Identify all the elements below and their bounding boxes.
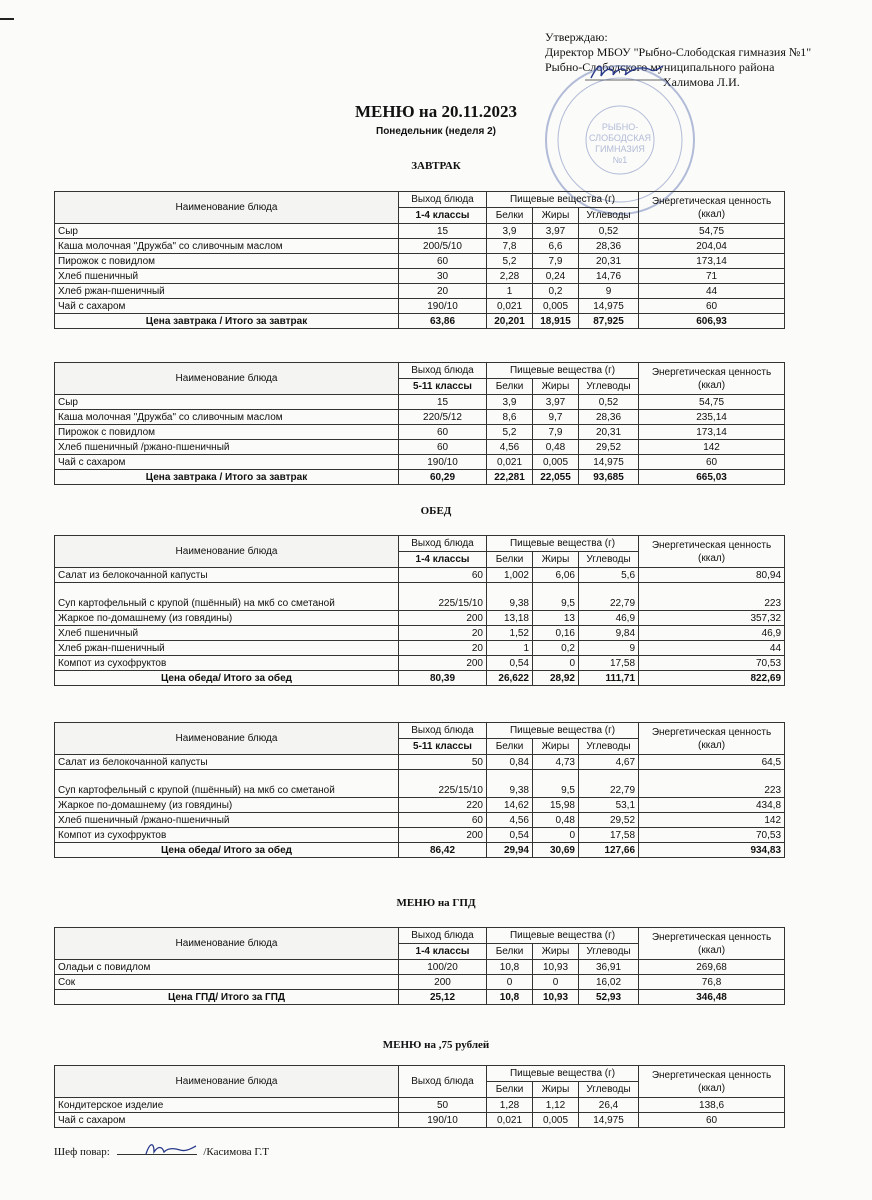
header-nutrients: Пищевые вещества (г)	[487, 192, 639, 208]
dish-carbs: 29,52	[579, 813, 639, 828]
total-row	[55, 470, 785, 485]
header-nutrients: Пищевые вещества (г)	[487, 536, 639, 552]
approval-line: Утверждаю:	[545, 30, 608, 44]
table-row	[55, 1113, 785, 1128]
header-carbs: Углеводы	[579, 208, 639, 224]
dish-carbs: 14,975	[579, 455, 639, 470]
header-protein: Белки	[487, 379, 533, 395]
total-label: Цена завтрака / Итого за завтрак	[55, 470, 399, 485]
header-output: Выход блюда	[399, 723, 487, 739]
dish-fat: 15,98	[533, 798, 579, 813]
dish-protein: 7,8	[487, 239, 533, 254]
dish-fat: 13	[533, 611, 579, 626]
header-name: Наименование блюда	[55, 723, 399, 755]
dish-carbs: 20,31	[579, 254, 639, 269]
header-protein: Белки	[487, 944, 533, 960]
total-label: Цена ГПД/ Итого за ГПД	[55, 990, 399, 1005]
table-row	[55, 583, 785, 611]
dish-fat: 3,97	[533, 395, 579, 410]
table-row	[55, 798, 785, 813]
dish-output: 200	[399, 975, 487, 990]
table-row	[55, 828, 785, 843]
dish-protein: 13,18	[487, 611, 533, 626]
approval-line: Халимова Л.И.	[663, 75, 740, 89]
dish-energy: 235,14	[639, 410, 785, 425]
dish-protein: 3,9	[487, 224, 533, 239]
dish-output: 60	[399, 440, 487, 455]
dish-protein: 5,2	[487, 254, 533, 269]
dish-protein: 0,84	[487, 755, 533, 770]
dish-energy: 357,32	[639, 611, 785, 626]
total-energy: 346,48	[639, 990, 785, 1005]
dish-output: 60	[399, 254, 487, 269]
dish-carbs: 22,79	[579, 770, 639, 798]
header-energy: Энергетическая ценность (ккал)	[639, 723, 785, 755]
dish-name: Салат из белокочанной капусты	[55, 568, 399, 583]
dish-name: Чай с сахаром	[55, 455, 399, 470]
dish-fat: 9,5	[533, 770, 579, 798]
dish-protein: 9,38	[487, 770, 533, 798]
header-fat: Жиры	[533, 379, 579, 395]
dish-name: Оладьи с повидлом	[55, 960, 399, 975]
table-row	[55, 410, 785, 425]
page-subtitle: Понедельник (неделя 2)	[376, 126, 496, 137]
dish-carbs: 14,975	[579, 299, 639, 314]
total-energy: 665,03	[639, 470, 785, 485]
dish-fat: 0,2	[533, 284, 579, 299]
dish-protein: 1,28	[487, 1098, 533, 1113]
dish-name: Пирожок с повидлом	[55, 425, 399, 440]
chef-label: Шеф повар:	[54, 1146, 113, 1158]
dish-carbs: 9	[579, 641, 639, 656]
dish-name: Кондитерское изделие	[55, 1098, 399, 1113]
svg-text:СЛОБОДСКАЯ: СЛОБОДСКАЯ	[588, 133, 652, 143]
dish-carbs: 16,02	[579, 975, 639, 990]
header-output: Выход блюда	[399, 1066, 487, 1098]
header-protein: Белки	[487, 739, 533, 755]
total-label: Цена завтрака / Итого за завтрак	[55, 314, 399, 329]
dish-energy: 70,53	[639, 656, 785, 671]
dish-energy: 173,14	[639, 254, 785, 269]
dish-output: 50	[399, 755, 487, 770]
total-fat: 18,915	[533, 314, 579, 329]
total-carbs: 127,66	[579, 843, 639, 858]
dish-energy: 46,9	[639, 626, 785, 641]
header-name: Наименование блюда	[55, 1066, 399, 1098]
dish-output: 60	[399, 813, 487, 828]
section-gpd: МЕНЮ на ГПД	[396, 897, 476, 909]
dish-name: Хлеб ржан-пшеничный	[55, 641, 399, 656]
header-nutrients: Пищевые вещества (г)	[487, 723, 639, 739]
dish-carbs: 4,67	[579, 755, 639, 770]
header-grade: 5-11 классы	[399, 379, 487, 395]
dish-name: Хлеб пшеничный	[55, 626, 399, 641]
header-nutrients: Пищевые вещества (г)	[487, 928, 639, 944]
dish-output: 200	[399, 611, 487, 626]
dish-output: 50	[399, 1098, 487, 1113]
menu-table	[54, 1065, 785, 1128]
header-grade: 1-4 классы	[399, 208, 487, 224]
dish-fat: 0	[533, 656, 579, 671]
dish-output: 60	[399, 425, 487, 440]
total-protein: 22,281	[487, 470, 533, 485]
header-carbs: Углеводы	[579, 379, 639, 395]
header-name: Наименование блюда	[55, 536, 399, 568]
total-price: 25,12	[399, 990, 487, 1005]
dish-name: Сыр	[55, 395, 399, 410]
dish-protein: 4,56	[487, 440, 533, 455]
dish-protein: 1,002	[487, 568, 533, 583]
menu-table	[54, 362, 785, 485]
dish-protein: 10,8	[487, 960, 533, 975]
dish-fat: 7,9	[533, 425, 579, 440]
dish-fat: 0	[533, 975, 579, 990]
dish-carbs: 9	[579, 284, 639, 299]
dish-energy: 173,14	[639, 425, 785, 440]
dish-fat: 0,2	[533, 641, 579, 656]
page-title: МЕНЮ на 20.11.2023	[354, 102, 518, 121]
dish-protein: 0,54	[487, 828, 533, 843]
table-row	[55, 239, 785, 254]
header-energy: Энергетическая ценность (ккал)	[639, 928, 785, 960]
dish-fat: 0,005	[533, 455, 579, 470]
header-energy: Энергетическая ценность (ккал)	[639, 192, 785, 224]
total-row	[55, 314, 785, 329]
dish-carbs: 0,52	[579, 224, 639, 239]
dish-protein: 3,9	[487, 395, 533, 410]
table-row	[55, 755, 785, 770]
dish-energy: 142	[639, 813, 785, 828]
table-row	[55, 813, 785, 828]
table-row	[55, 770, 785, 798]
section-breakfast: ЗАВТРАК	[411, 160, 461, 172]
dish-protein: 0,54	[487, 656, 533, 671]
dish-name: Хлеб пшеничный /ржано-пшеничный	[55, 813, 399, 828]
dish-fat: 9,5	[533, 583, 579, 611]
header-name: Наименование блюда	[55, 363, 399, 395]
dish-carbs: 29,52	[579, 440, 639, 455]
total-carbs: 111,71	[579, 671, 639, 686]
total-price: 63,86	[399, 314, 487, 329]
header-carbs: Углеводы	[579, 944, 639, 960]
header-carbs: Углеводы	[579, 739, 639, 755]
total-protein: 26,622	[487, 671, 533, 686]
header-name: Наименование блюда	[55, 928, 399, 960]
dish-name: Хлеб ржан-пшеничный	[55, 284, 399, 299]
dish-energy: 223	[639, 583, 785, 611]
total-fat: 10,93	[533, 990, 579, 1005]
dish-fat: 1,12	[533, 1098, 579, 1113]
table-row	[55, 269, 785, 284]
total-fat: 22,055	[533, 470, 579, 485]
dish-energy: 138,6	[639, 1098, 785, 1113]
total-label: Цена обеда/ Итого за обед	[55, 671, 399, 686]
menu-table	[54, 535, 785, 686]
dish-carbs: 26,4	[579, 1098, 639, 1113]
total-row	[55, 990, 785, 1005]
dish-carbs: 14,76	[579, 269, 639, 284]
dish-fat: 10,93	[533, 960, 579, 975]
total-label: Цена обеда/ Итого за обед	[55, 843, 399, 858]
svg-text:№1: №1	[612, 155, 628, 165]
total-price: 86,42	[399, 843, 487, 858]
dish-energy: 434,8	[639, 798, 785, 813]
dish-energy: 54,75	[639, 224, 785, 239]
dish-name: Каша молочная "Дружба" со сливочным маслом	[55, 239, 399, 254]
dish-energy: 269,68	[639, 960, 785, 975]
dish-protein: 1	[487, 284, 533, 299]
total-row	[55, 843, 785, 858]
dish-fat: 6,6	[533, 239, 579, 254]
dish-fat: 0,24	[533, 269, 579, 284]
dish-name: Суп картофельный с крупой (пшённый) на мкб со сметаной	[55, 583, 399, 611]
menu-table	[54, 927, 785, 1005]
dish-carbs: 53,1	[579, 798, 639, 813]
dish-carbs: 28,36	[579, 239, 639, 254]
header-fat: Жиры	[533, 739, 579, 755]
dish-protein: 5,2	[487, 425, 533, 440]
header-carbs: Углеводы	[579, 1082, 639, 1098]
scan-mark	[0, 18, 14, 20]
header-protein: Белки	[487, 208, 533, 224]
table-row	[55, 440, 785, 455]
dish-name: Хлеб пшеничный /ржано-пшеничный	[55, 440, 399, 455]
dish-fat: 3,97	[533, 224, 579, 239]
dish-output: 200/5/10	[399, 239, 487, 254]
dish-energy: 60	[639, 299, 785, 314]
table-row	[55, 254, 785, 269]
dish-name: Жаркое по-домашнему (из говядины)	[55, 798, 399, 813]
dish-name: Хлеб пшеничный	[55, 269, 399, 284]
header-output: Выход блюда	[399, 192, 487, 208]
dish-fat: 4,73	[533, 755, 579, 770]
dish-output: 190/10	[399, 1113, 487, 1128]
dish-output: 200	[399, 828, 487, 843]
header-carbs: Углеводы	[579, 552, 639, 568]
chef-name: /Касимова Г.Т	[203, 1146, 270, 1158]
dish-energy: 71	[639, 269, 785, 284]
total-protein: 10,8	[487, 990, 533, 1005]
dish-energy: 76,8	[639, 975, 785, 990]
header-fat: Жиры	[533, 1082, 579, 1098]
dish-name: Суп картофельный с крупой (пшённый) на мкб со сметаной	[55, 770, 399, 798]
approval-line: Директор МБОУ "Рыбно-Слободская гимназия №1"	[545, 45, 812, 59]
header-nutrients: Пищевые вещества (г)	[487, 1066, 639, 1082]
dish-carbs: 46,9	[579, 611, 639, 626]
table-row	[55, 611, 785, 626]
table-row	[55, 395, 785, 410]
total-fat: 30,69	[533, 843, 579, 858]
dish-output: 220/5/12	[399, 410, 487, 425]
total-fat: 28,92	[533, 671, 579, 686]
table-row	[55, 224, 785, 239]
dish-protein: 14,62	[487, 798, 533, 813]
total-energy: 822,69	[639, 671, 785, 686]
dish-output: 225/15/10	[399, 583, 487, 611]
header-protein: Белки	[487, 552, 533, 568]
menu-table	[54, 191, 785, 329]
dish-name: Каша молочная "Дружба" со сливочным маслом	[55, 410, 399, 425]
dish-carbs: 14,975	[579, 1113, 639, 1128]
dish-output: 100/20	[399, 960, 487, 975]
table-row	[55, 284, 785, 299]
svg-text:ГИМНАЗИЯ: ГИМНАЗИЯ	[595, 144, 645, 154]
dish-output: 220	[399, 798, 487, 813]
dish-energy: 80,94	[639, 568, 785, 583]
dish-name: Сок	[55, 975, 399, 990]
dish-carbs: 17,58	[579, 656, 639, 671]
total-row	[55, 671, 785, 686]
table-row	[55, 975, 785, 990]
dish-name: Сыр	[55, 224, 399, 239]
dish-energy: 204,04	[639, 239, 785, 254]
dish-name: Салат из белокочанной капусты	[55, 755, 399, 770]
dish-protein: 8,6	[487, 410, 533, 425]
dish-fat: 0	[533, 828, 579, 843]
approval-line: Рыбно-Слободского муниципального района	[545, 60, 775, 74]
header-output: Выход блюда	[399, 536, 487, 552]
dish-protein: 1,52	[487, 626, 533, 641]
total-carbs: 87,925	[579, 314, 639, 329]
table-row	[55, 425, 785, 440]
dish-energy: 44	[639, 284, 785, 299]
dish-carbs: 0,52	[579, 395, 639, 410]
dish-fat: 0,005	[533, 299, 579, 314]
dish-protein: 0,021	[487, 455, 533, 470]
dish-name: Чай с сахаром	[55, 299, 399, 314]
dish-protein: 0,021	[487, 299, 533, 314]
table-row	[55, 455, 785, 470]
dish-protein: 0,021	[487, 1113, 533, 1128]
dish-protein: 0	[487, 975, 533, 990]
header-fat: Жиры	[533, 552, 579, 568]
dish-fat: 6,06	[533, 568, 579, 583]
chef-signature	[140, 1138, 200, 1160]
header-output: Выход блюда	[399, 363, 487, 379]
dish-fat: 9,7	[533, 410, 579, 425]
header-output: Выход блюда	[399, 928, 487, 944]
total-carbs: 52,93	[579, 990, 639, 1005]
dish-energy: 64,5	[639, 755, 785, 770]
header-fat: Жиры	[533, 208, 579, 224]
dish-output: 190/10	[399, 299, 487, 314]
section-rub: МЕНЮ на ,75 рублей	[382, 1039, 490, 1051]
dish-carbs: 5,6	[579, 568, 639, 583]
total-energy: 606,93	[639, 314, 785, 329]
total-protein: 29,94	[487, 843, 533, 858]
dish-carbs: 22,79	[579, 583, 639, 611]
dish-fat: 0,16	[533, 626, 579, 641]
dish-protein: 4,56	[487, 813, 533, 828]
dish-name: Жаркое по-домашнему (из говядины)	[55, 611, 399, 626]
dish-output: 15	[399, 224, 487, 239]
dish-carbs: 9,84	[579, 626, 639, 641]
header-grade: 1-4 классы	[399, 944, 487, 960]
table-row	[55, 568, 785, 583]
header-grade: 5-11 классы	[399, 739, 487, 755]
total-price: 60,29	[399, 470, 487, 485]
dish-carbs: 28,36	[579, 410, 639, 425]
header-protein: Белки	[487, 1082, 533, 1098]
dish-energy: 142	[639, 440, 785, 455]
dish-name: Чай с сахаром	[55, 1113, 399, 1128]
section-lunch: ОБЕД	[420, 505, 452, 517]
dish-output: 20	[399, 641, 487, 656]
table-row	[55, 960, 785, 975]
dish-fat: 0,48	[533, 440, 579, 455]
svg-text:РЫБНО-: РЫБНО-	[601, 122, 639, 132]
dish-fat: 7,9	[533, 254, 579, 269]
dish-name: Компот из сухофруктов	[55, 828, 399, 843]
dish-energy: 60	[639, 455, 785, 470]
dish-name: Компот из сухофруктов	[55, 656, 399, 671]
dish-energy: 44	[639, 641, 785, 656]
dish-output: 30	[399, 269, 487, 284]
dish-energy: 54,75	[639, 395, 785, 410]
menu-table	[54, 722, 785, 858]
dish-carbs: 20,31	[579, 425, 639, 440]
dish-output: 60	[399, 568, 487, 583]
dish-protein: 1	[487, 641, 533, 656]
dish-output: 20	[399, 626, 487, 641]
header-fat: Жиры	[533, 944, 579, 960]
table-row	[55, 1098, 785, 1113]
dish-energy: 60	[639, 1113, 785, 1128]
dish-output: 15	[399, 395, 487, 410]
header-name: Наименование блюда	[55, 192, 399, 224]
table-row	[55, 299, 785, 314]
dish-protein: 9,38	[487, 583, 533, 611]
dish-carbs: 17,58	[579, 828, 639, 843]
header-energy: Энергетическая ценность (ккал)	[639, 363, 785, 395]
total-carbs: 93,685	[579, 470, 639, 485]
dish-output: 190/10	[399, 455, 487, 470]
dish-output: 200	[399, 656, 487, 671]
header-nutrients: Пищевые вещества (г)	[487, 363, 639, 379]
total-price: 80,39	[399, 671, 487, 686]
table-row	[55, 641, 785, 656]
dish-output: 20	[399, 284, 487, 299]
dish-name: Пирожок с повидлом	[55, 254, 399, 269]
dish-energy: 70,53	[639, 828, 785, 843]
dish-energy: 223	[639, 770, 785, 798]
header-energy: Энергетическая ценность (ккал)	[639, 1066, 785, 1098]
total-energy: 934,83	[639, 843, 785, 858]
dish-fat: 0,48	[533, 813, 579, 828]
dish-carbs: 36,91	[579, 960, 639, 975]
header-energy: Энергетическая ценность (ккал)	[639, 536, 785, 568]
dish-protein: 2,28	[487, 269, 533, 284]
total-protein: 20,201	[487, 314, 533, 329]
header-grade: 1-4 классы	[399, 552, 487, 568]
table-row	[55, 656, 785, 671]
dish-fat: 0,005	[533, 1113, 579, 1128]
dish-output: 225/15/10	[399, 770, 487, 798]
table-row	[55, 626, 785, 641]
